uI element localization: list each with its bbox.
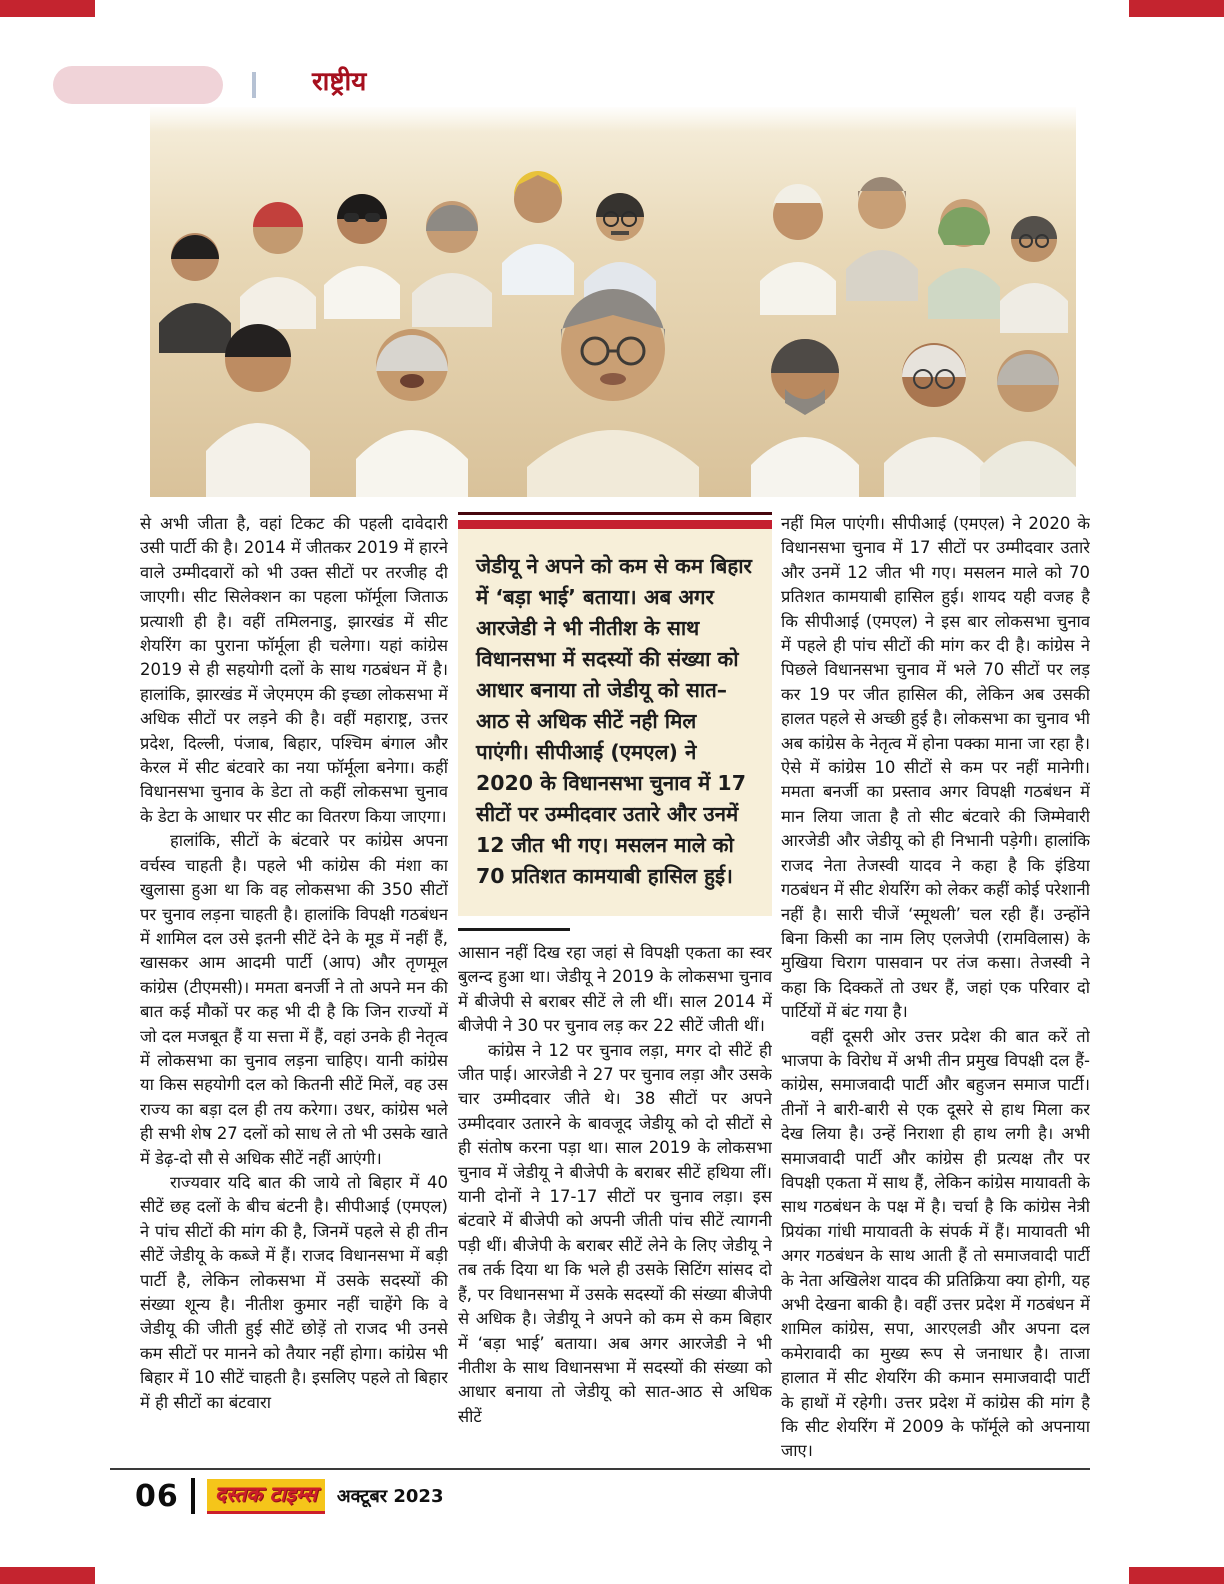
section-label: राष्ट्रीय (312, 67, 367, 97)
article-column-1 (140, 512, 448, 1460)
body-paragraph: से अभी जीता है, वहां टिकट की पहली दावेदारी उसी पार्टी की है। 2014 में जीतकर 2019 में हारने वाले उम्मीदवारों को भी उक्त सीटों पर तरजीह दी जाएगी। सीट सिलेक्शन का पहला फॉर्मूला जिताऊ प्रत्याशी ही है। वहीं तमिलनाडु, झारखंड में सीट शेयरिंग का पुराना फॉर्मूला ही चलेगा। यहां कांग्रेस 2019 से ही सहयोगी दलों के साथ गठबंधन में है। हालांकि, झारखंड में जेएमएम की इच्छा लोकसभा में अधिक सीटों पर लड़ने की है। वहीं महाराष्ट्र, उत्तर प्रदेश, दिल्ली, पंजाब, बिहार, पश्चिम बंगाल और केरल में सीट बंटवारे का नया फॉर्मूला बनेगा। कहीं विधानसभा चुनाव के डेटा तो कहीं लोकसभा चुनाव के डेटा के आधार पर सीट का वितरण किया जाएगा। (140, 514, 448, 826)
page-number: 06 (135, 1478, 179, 1514)
collage-graphic (150, 107, 1076, 497)
corner-mark-top-right (1129, 0, 1224, 17)
masthead-divider (252, 72, 256, 98)
body-paragraph: राज्यवार यदि बात की जाये तो बिहार में 40 सीटें छह दलों के बीच बंटनी है। सीपीआई (एमएल) ने पांच सीटों की मांग की है, जिनमें पहले से ही तीन सीटें जेडीयू के कब्जे में हैं। राजद विधानसभा में बड़ी पार्टी है, लेकिन लोकसभा में उसके सदस्यों की संख्या शून्य है। नीतीश कुमार नहीं चाहेंगे कि वे जेडीयू की जीती हुई सीटें छोड़ें तो राजद भी उनसे कम सीटों पर मानने को तैयार नहीं होगा। कांग्रेस भी बिहार में 10 सीटें चाहती है। इसलिए पहले तो बिहार में ही सीटों का बंटवारा (140, 1172, 448, 1412)
masthead-pill (53, 66, 223, 104)
pullquote-text: जेडीयू ने अपने को कम से कम बिहार में ‘बड़ा भाई’ बताया। अब अगर आरजेडी ने भी नीतीश के साथ विधानसभा में सदस्यों की संख्या को आधार बनाया तो जेडीयू को सात–आठ से अधिक सीटें नही मिल पाएंगी। सीपीआई (एमएल) ने 2020 के विधानसभा चुनाव में 17 सीटों पर उम्मीदवार उतारे और उनमें 12 जीत भी गए। मसलन माले को 70 प्रतिशत कामयाबी हासिल हुई। (458, 529, 772, 916)
article-column-2 (458, 512, 772, 1460)
pullquote-box (458, 512, 772, 916)
issue-date: अक्टूबर 2023 (336, 1486, 444, 1507)
article-column-3 (781, 512, 1090, 1460)
body-paragraph: वहीं दूसरी ओर उत्तर प्रदेश की बात करें तो भाजपा के विरोध में अभी तीन प्रमुख विपक्षी दल हैं- कांग्रेस, समाजवादी पार्टी और बहुजन समाज पार्टी। तीनों ने बारी-बारी से एक दूसरे से हाथ मिला कर देख लिया है। उन्हें निराशा ही हाथ लगी है। अभी समाजवादी पार्टी और कांग्रेस ही प्रत्यक्ष तौर पर विपक्षी एकता में साथ हैं, लेकिन कांग्रेस मायावती के साथ गठबंधन के पक्ष में है। चर्चा है कि कांग्रेस नेत्री प्रियंका गांधी मायावती के संपर्क में हैं। मायावती भी अगर गठबंधन के साथ आती हैं तो समाजवादी पार्टी के नेता अखिलेश यादव की प्रतिक्रिया क्या होगी, यह अभी देखना बाकी है। वहीं उत्तर प्रदेश में गठबंधन में शामिल कांग्रेस, सपा, आरएलडी और अपना दल कमेरावादी का मुख्य रूप से जनाधार है। ताजा हालात में सीट शेयरिंग की कमान समाजवादी पार्टी के हाथों में रहेगी। उत्तर प्रदेश में कांग्रेस की मांग है कि सीट शेयरिंग में 2009 के फॉर्मूले को अपनाया जाए। (781, 1026, 1090, 1460)
footer-rule (110, 1468, 1090, 1470)
footer (135, 1476, 443, 1516)
newspaper-logo: दस्तक टाइम्स (207, 1479, 325, 1514)
footer-divider-bar (191, 1478, 195, 1514)
body-paragraph: नहीं मिल पाएंगी। सीपीआई (एमएल) ने 2020 के विधानसभा चुनाव में 17 सीटों पर उम्मीदवार उतारे और उनमें 12 जीत भी गए। मसलन माले को 70 प्रतिशत कामयाबी हासिल हुई। शायद यही वजह है कि सीपीआई (एमएल) ने इस बार लोकसभा चुनाव में पहले ही पांच सीटों की मांग कर दी है। कांग्रेस ने पिछले विधानसभा चुनाव में भले 70 सीटों पर लड़ कर 19 पर जीत हासिल की, लेकिन अब उसकी हालत पहले से अच्छी हुई है। लोकसभा का चुनाव भी अब कांग्रेस के नेतृत्व में होना पक्का माना जा रहा है। ऐसे में कांग्रेस 10 सीटों से कम पर नहीं मानेगी। ममता बनर्जी का प्रस्ताव अगर विपक्षी गठबंधन में मान लिया जाता है तो सीट बंटवारे की जिम्मेवारी आरजेडी और जेडीयू को ही निभानी पड़ेगी। हालांकि राजद नेता तेजस्वी यादव ने कहा है कि इंडिया गठबंधन में सीट शेयरिंग को लेकर कहीं कोई परेशानी नहीं है। सारी चीजें ‘स्मूथली’ चल रही हैं। उन्होंने बिना किसी का नाम लिए एलजेपी (रामविलास) के मुखिया चिराग पासवान पर तंज कसा। तेजस्वी ने कहा कि दिक्कतें तो उधर हैं, जहां एक परिवार दो पार्टियों में बंट गया है। (781, 514, 1090, 1022)
body-paragraph: कांग्रेस ने 12 पर चुनाव लड़ा, मगर दो सीटें ही जीत पाई। आरजेडी ने 27 पर चुनाव लड़ा और उसके चार उम्मीदवार जीते थे। 38 सीटों पर अपने उम्मीदवार उतारने के बावजूद जेडीयू को दो सीटों से ही संतोष करना पड़ा था। साल 2019 के लोकसभा चुनाव में जेडीयू ने बीजेपी के बराबर सीटें हथिया लीं। यानी दोनों ने 17-17 सीटों पर चुनाव लड़ा। इस बंटवारे में बीजेपी को अपनी जीती पांच सीटें त्यागनी पड़ी थीं। बीजेपी के बराबर सीटें लेने के लिए जेडीयू ने तब तर्क दिया था कि भले ही उसके सिटिंग सांसद दो हैं, पर विधानसभा में उसके सदस्यों की संख्या बीजेपी से अधिक है। जेडीयू ने अपने को कम से कम बिहार में ‘बड़ा भाई’ बताया। अब अगर आरजेडी ने भी नीतीश के साथ विधानसभा में सदस्यों की संख्या को आधार बनाया तो जेडीयू को सात-आठ से अधिक सीटें (458, 1040, 772, 1426)
corner-mark-bottom-left (0, 1567, 95, 1584)
politicians-collage-image (150, 107, 1076, 497)
corner-mark-top-left (0, 0, 95, 17)
body-paragraph: आसान नहीं दिख रहा जहां से विपक्षी एकता का स्वर बुलन्द हुआ था। जेडीयू ने 2019 के लोकसभा चुनाव में बीजेपी से बराबर सीटें ले ली थीं। साल 2014 में बीजेपी ने 30 पर चुनाव लड़ कर 22 सीटें जीती थीं। (458, 943, 772, 1036)
section-divider-rule (458, 928, 570, 931)
corner-mark-bottom-right (1129, 1567, 1224, 1584)
body-paragraph: हालांकि, सीटों के बंटवारे पर कांग्रेस अपना वर्चस्व चाहती है। पहले भी कांग्रेस की मंशा का खुलासा हुआ था कि वह लोकसभा की 350 सीटों पर चुनाव लड़ना चाहती है। हालांकि विपक्षी गठबंधन में शामिल दल उसे इतनी सीटें देने के मूड में नहीं हैं, खासकर आम आदमी पार्टी (आप) और तृणमूल कांग्रेस (टीएमसी)। ममता बनर्जी ने तो अपने मन की बात कई मौकों पर कह भी दी है कि जिन राज्यों में जो दल मजबूत हैं या सत्ता में हैं, वहां उनके ही नेतृत्व में लोकसभा का चुनाव लड़ना चाहिए। यानी कांग्रेस या किस सहयोगी दल को कितनी सीटें मिलें, वह उस राज्य का बड़ा दल ही तय करेगा। उधर, कांग्रेस भले ही सभी शेष 27 दलों को साध ले तो भी उसके खाते में डेढ़-दो सौ से अधिक सीटें नहीं आएंगी। (140, 831, 448, 1168)
pullquote-top-rule (458, 512, 772, 515)
pullquote-red-bar (458, 520, 772, 529)
